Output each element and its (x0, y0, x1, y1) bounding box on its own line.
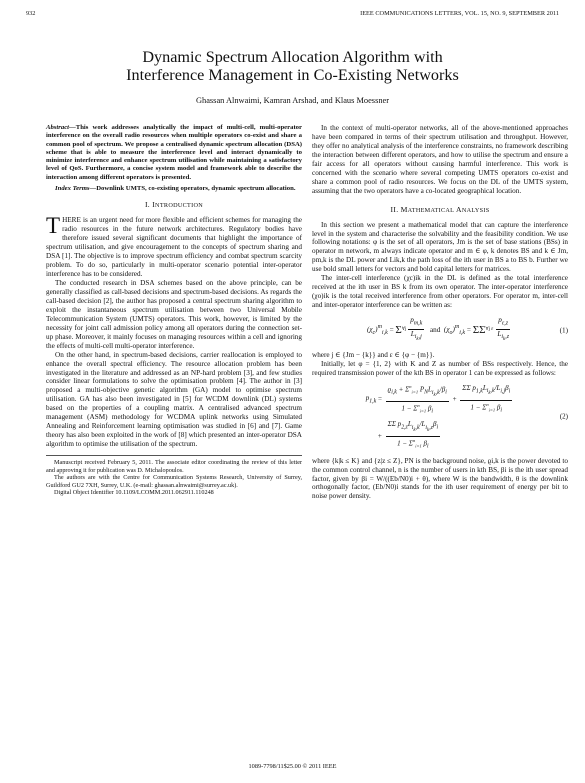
copyright-line: 1089-7798/11$25.00 © 2011 IEEE (248, 763, 337, 770)
intro-paragraph-3: On the other hand, in spectrum-based decisions, carrier reallocation is employed to enhance the overall spectral efficiency. The resource allocation problem has been investigated in the literature and addressed as an NP-hard problem [3], and few studies consider linear formulations to solve the optimisation problem [4]. The author in [3] proposed a multi-objective genetic algorithm (GA) model to optimise spectrum utilisation. GA has also been investigated in [5] for WCDM downlink (DL) systems based on the properties of a coupling matrix. A centralised advanced spectrum management (ASM) methodology for WCDMA uplink networks using Simulated Annealing and Reinforcement learning optimisation was studied in [6] and [7]. Game theory has also been exploited in the work of [8] which presented an inter-operator DSA algorithm to optimise the utilisation of the spectrum. (46, 350, 302, 449)
equation-1-number: (1) (559, 326, 568, 335)
right-column (312, 124, 568, 501)
drop-cap: T (46, 213, 61, 239)
journal-name: IEEE COMMUNICATIONS LETTERS, VOL. 15, NO. 9, SEPTEMBER 2011 (360, 10, 559, 17)
math-paragraph-1: In this section we present a mathematical model that can capture the interference level in the system and characterise the solvability and the feasibility condition. We use following notations: φ is the set of all operators, Jm is the set of base stations (BSs) in operator m network, m always indicate operator and m ∈ φ, k denotes BS and k ∈ Jm, pm,k is the DL power and Lik,k the path loss of the ith user in BS a to BS b. Further we use bold small letters for vectors and bold capital letters for matrices. (312, 220, 568, 274)
section-heading-introduction: I. INTRODUCTION (144, 200, 204, 210)
math-paragraph-3: where j ∈ {Jm − {k}} and ε ∈ {φ − {m}}. (312, 351, 435, 360)
right-paragraph-1: In the context of multi-operator networks, all of the above-mentioned approaches have been compared in terms of their spectrum utilisation and throughput. However, they offer no analytical analysis of the interference constraints, no framework describing the interaction between different operators, and how to utilise the spectrum and ensure a fair access for all operators without causing harmful interference. This work is concerned with the scenario where several competing UMTS operators co-exist and share a common pool of radio resources. We focus on the DL of the UMTS system, assuming that the two operators have a co-located geographical location. (312, 124, 568, 195)
title-line-2: Interference Management in Co-Existing Networks (126, 66, 459, 84)
equation-2: $p_{1,k}$ = $\frac{ϱ_{i,k} + \Sigma^n_{i=1} P_NL_{i_k,k}/\beta_i}{1 - \Sigma^n_{i=1} \beta_i}$ + $\frac{\Sigma\Sigma p_{1,k}L_{i_k,k}/L_{i,j}\beta_i}{1 - \Sigma^n_{i=1} \beta_i}$ + $\frac{\Sigma\Sigma p_{2,z}L_{i_k,k}/L_{i_k,z}\beta_i}{1 - \Sigma^n_{i=1} \beta_i}$ (2) (365, 383, 568, 450)
equation-1: $(\chi_c)^m_{i,k}$ = Σ ∀j $\frac{p_{m,k}}{L_{i_k,j}}$ and $(\chi_o)^m_{i,k}$ = ΣΣ ∀j ε $\frac{p_{\varepsilon,z}}{L_{i_k,z}}$ (1) (366, 316, 568, 343)
index-terms-label: Index Terms (55, 185, 90, 193)
left-column (46, 124, 302, 497)
index-terms-text: —Downlink UMTS, co-existing operators, dynamic spectrum allocation. (89, 185, 296, 193)
footnote-affiliation: The authors are with the Centre for Communication Systems Research, University of Surrey, Guildford GU2 7XH, Surrey, U.K. (e-mail: ghassan.alnwaimi@surrey.ac.uk). (46, 474, 302, 489)
math-paragraph-4: Initially, let φ = {1, 2} with K and Z as number of BSs respectively. Hence, the required transmission power of the kth BS in operator 1 can be expressed as follows: (312, 360, 568, 377)
footnote-manuscript: Manuscript received February 5, 2011. The associate editor coordinating the review of this letter and approving it for publication was D. Michalopoulos. (46, 459, 302, 474)
authors: Ghassan Alnwaimi, Kamran Arshad, and Klaus Moessner (195, 96, 390, 105)
equation-2-number: (2) (559, 412, 568, 421)
section-heading-math-analysis: II. MATHEMATICAL ANALYSIS (390, 204, 490, 214)
running-header (26, 10, 559, 20)
intro-paragraph-1: THERE is an urgent need for more flexible and efficient schemes for managing the radio resources in the future network architectures. Regulatory bodies have therefore issued several significant documents that highlight the importance of spectrum utilisation, and give encouragement to the concepts of spectrum sharing and DSA [1]. The objective is to improve spectrum efficiency and combat spectrum scarcity problem. To do so, particularly in multi-operator scenario potential inter-operator interference has to be considered. (46, 213, 302, 279)
abstract (46, 124, 302, 182)
paper-title (40, 48, 545, 84)
abstract-text: —This work addresses analytically the impact of multi-cell, multi-operator interference on the overall radio resources when multiple operators co-exist and share a common pool of spectrum. We propose a centralised dynamic spectrum allocation (DSA) scheme that is able to measure the interference level and interact dynamically to minimize interference and enhance spectrum utilisation while maintaining a satisfactory level of QoS. Furthermore, a concise system model and framework able to describe the interaction among different operators is presented. (46, 124, 302, 181)
index-terms (46, 185, 302, 193)
math-paragraph-5: where {k|k ≤ K} and {z|z ≤ Z}, PN is the background noise, ϱi,k is the power devoted to the common control channel, n is the number of users in kth BS, βi is the ith user spread factor, given by βi = W/((Eb/N0)i + θ), where W is the bandwidth, θ is the downlink orthogonally factor, (Eb/N0)i stands for the ith user requirement of energy per bit to noise power density. (312, 456, 568, 501)
page-number: 932 (26, 10, 36, 17)
intro-paragraph-2: The conducted research in DSA schemes based on the above principle, can be generally classified as call-based decisions and spectrum-based decisions. As regards the call-based decision [2], the author has proposed a central spectrum sharing algorithm to exploit the instantaneous spectrum utilisation between two Universal Mobile Telecommunication System (UMTS) operators. This work, however, is limited by the necessity for joint call admission policy among all operators during the connection set-up phase. Moreover, it mainly focuses on managing resources within a cell and ignoring the effects of multi-cell multi-operator interference. (46, 279, 302, 350)
title-line-1: Dynamic Spectrum Allocation Algorithm with (142, 48, 443, 66)
footnotes (46, 455, 302, 497)
abstract-label: Abstract (46, 124, 70, 131)
equation-1-and: and (429, 326, 441, 335)
math-paragraph-2: The inter-cell interference (χc)ik in the DL is defined as the total interference received at the ith user in BS k from its own operator. The inter-operator interference (χo)ik is the total received interference from other operators. For operator m, inter-cell and inter-operator interference can be written as: (312, 274, 568, 310)
footnote-doi: Digital Object Identifier 10.1109/LCOMM.2011.062911.110248 (54, 489, 214, 497)
